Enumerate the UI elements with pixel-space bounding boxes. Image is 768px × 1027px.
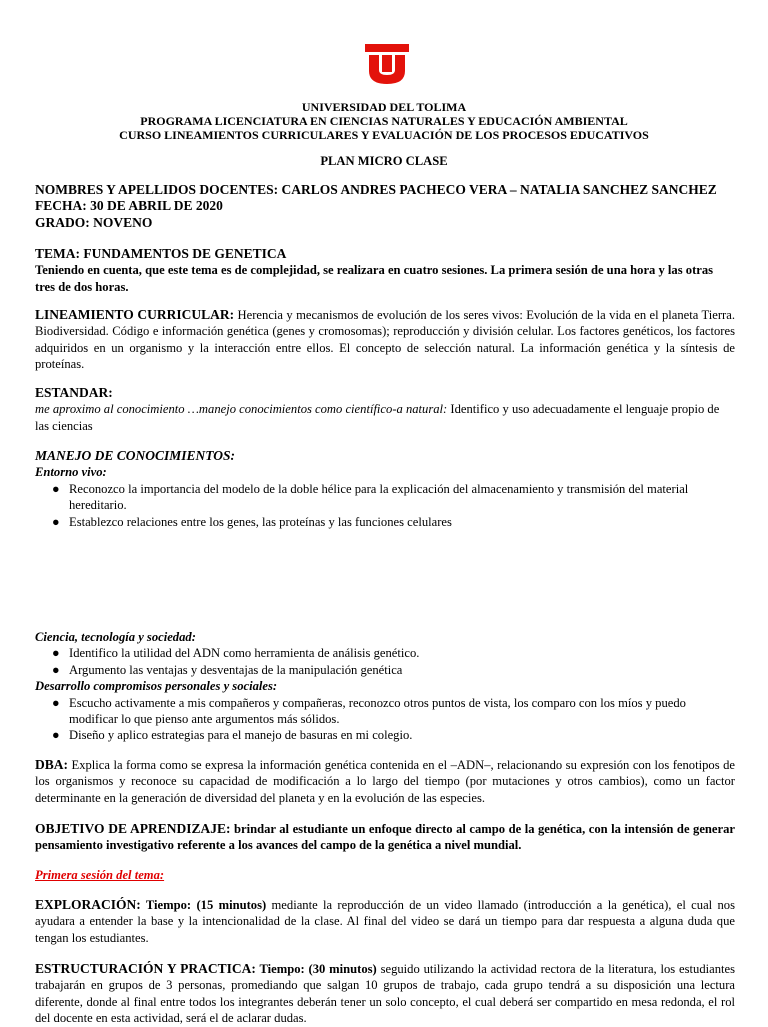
list-item (35, 662, 735, 678)
dba-section (35, 757, 735, 806)
estructuracion-tiempo: Tiempo: (30 minutos) (255, 962, 377, 976)
ciencia-list (35, 645, 735, 678)
exploracion-label: EXPLORACIÓN: (35, 897, 141, 912)
estructuracion-label: ESTRUCTURACIÓN Y PRACTICA: (35, 961, 256, 976)
info-section (35, 182, 755, 231)
estructuracion-section (35, 961, 735, 1027)
manejo-section (35, 448, 735, 530)
entorno-list (35, 481, 735, 530)
plan-title: PLAN MICRO CLASE (320, 154, 448, 168)
primera-sesion-heading: Primera sesión del tema: (35, 868, 165, 882)
lineamiento-label: LINEAMIENTO CURRICULAR: (35, 307, 235, 322)
estructuracion-text: seguido utilizando la actividad rectora de la literatura, los estudiantes trabajarán en grupos de 3 personas, promediando que salgan 10 grupos de trabajo, cada grupo tendrá a su disposición una lectura diferente, donde al final entre todos los integrantes deberán tener un solo concepto, el cual deberá ser compartido en mesa redonda, el rol del docente en esta actividad, será el de aclarar dudas. (35, 962, 735, 1026)
dba-label: DBA: (35, 757, 68, 772)
bullet-icon: ● (52, 662, 60, 677)
list-item-text: Diseño y aplico estrategias para el manejo de basuras en mi colegio. (69, 728, 413, 743)
list-item-text: Escucho activamente a mis compañeros y compañeras, reconozco otros puntos de vista, los comparo con los míos y puedo modificar lo que pienso ante argumentos más sólidos. (69, 695, 686, 727)
desarrollo-list (35, 695, 735, 744)
university-name: UNIVERSIDAD DEL TOLIMA (301, 100, 467, 114)
lineamiento-text: Herencia y mecanismos de evolución de los seres vivos: Evolución de la vida en el planeta Tierra. Biodiversidad. Código e información genética (genes y cromosomas); reproducción y división celular. Los factores genéticos, los factores adquiridos en un organismo y la interacción entre ellos. El concepto de selección natural. La información genética y la síntesis de proteínas. (35, 308, 735, 372)
objetivo-section (35, 821, 735, 854)
list-item (35, 727, 735, 743)
exploracion-tiempo: Tiempo: (15 minutos) (140, 898, 267, 912)
dba-text: Explica la forma como se expresa la información genética contenida en el –ADN–, relacionando su expresión con los fenotipos de los organismos y reconoce su capacidad de modificación a lo largo del tiempo (por mutaciones y otros cambios), como un factor determinante en la generación de diversidad del planeta y en la evolución de las especies. (35, 758, 735, 805)
fecha-line: FECHA: 30 DE ABRIL DE 2020 (35, 198, 223, 214)
list-item (35, 481, 735, 514)
list-item (35, 645, 735, 661)
list-item-text: Argumento las ventajas y desventajas de la manipulación genética (69, 662, 403, 677)
list-item-text: Establezco relaciones entre los genes, las proteínas y las funciones celulares (69, 514, 452, 529)
bullet-icon: ● (52, 646, 60, 661)
grado-line: GRADO: NOVENO (35, 214, 153, 230)
objetivo-label: OBJETIVO DE APRENDIZAJE: (35, 821, 231, 836)
primera-sesion-section (35, 867, 735, 883)
universidad-del-tolima-logo (365, 44, 409, 84)
tema-description: Teniendo en cuenta, que este tema es de complejidad, se realizara en cuatro sesiones. La primera sesión de una hora y las otras tres de dos horas. (35, 263, 714, 294)
exploracion-section (35, 897, 735, 946)
list-item (35, 514, 735, 530)
estandar-label: ESTANDAR: (35, 385, 113, 400)
lineamiento-section (35, 307, 735, 373)
bullet-icon: ● (52, 695, 60, 710)
program-name: PROGRAMA LICENCIATURA EN CIENCIAS NATURALES Y EDUCACIÓN AMBIENTAL (140, 114, 628, 128)
objetivo-text: brindar al estudiante un enfoque directo al campo de la genética, con la intensión de generar pensamiento investigativo referente a los avances del campo de la genética a nivel mundial. (35, 822, 735, 853)
ciencia-label: Ciencia, tecnología y sociedad: (35, 630, 196, 644)
list-item-text: Reconozco la importancia del modelo de la doble hélice para la explicación del almacenamiento y transmisión del material hereditario. (69, 481, 689, 513)
tema-title: TEMA: FUNDAMENTOS DE GENETICA (35, 246, 287, 261)
desarrollo-label: Desarrollo compromisos personales y sociales: (35, 679, 278, 694)
estandar-text: Identifico y uso adecuadamente el lenguaje propio de las ciencias (35, 402, 720, 433)
document-header (0, 100, 768, 142)
bullet-icon: ● (52, 481, 60, 496)
list-item (35, 695, 735, 728)
docentes-line: NOMBRES Y APELLIDOS DOCENTES: CARLOS ANDRES PACHECO VERA – NATALIA SANCHEZ SANCHEZ (35, 182, 717, 197)
bullet-icon: ● (52, 728, 60, 743)
manejo-label: MANEJO DE CONOCIMIENTOS: (35, 448, 236, 463)
estandar-italic: me aproximo al conocimiento …manejo conocimientos como científico-a natural: (35, 402, 448, 417)
bullet-icon: ● (52, 514, 60, 529)
exploracion-text: mediante la reproducción de un video llamado (introducción a la genética), el cual nos ayudara a entender la base y la intencionalidad de la clase. Al final del video se dará un tiempo para dar respuesta a alguna duda que tengan los estudiantes. (35, 898, 735, 945)
estandar-section (35, 385, 735, 434)
tema-section (35, 246, 735, 295)
ciencia-section (35, 629, 735, 744)
list-item-text: Identifico la utilidad del ADN como herramienta de análisis genético. (69, 646, 420, 661)
entorno-label: Entorno vivo: (35, 465, 107, 480)
course-name: CURSO LINEAMIENTOS CURRICULARES Y EVALUACIÓN DE LOS PROCESOS EDUCATIVOS (119, 128, 649, 142)
